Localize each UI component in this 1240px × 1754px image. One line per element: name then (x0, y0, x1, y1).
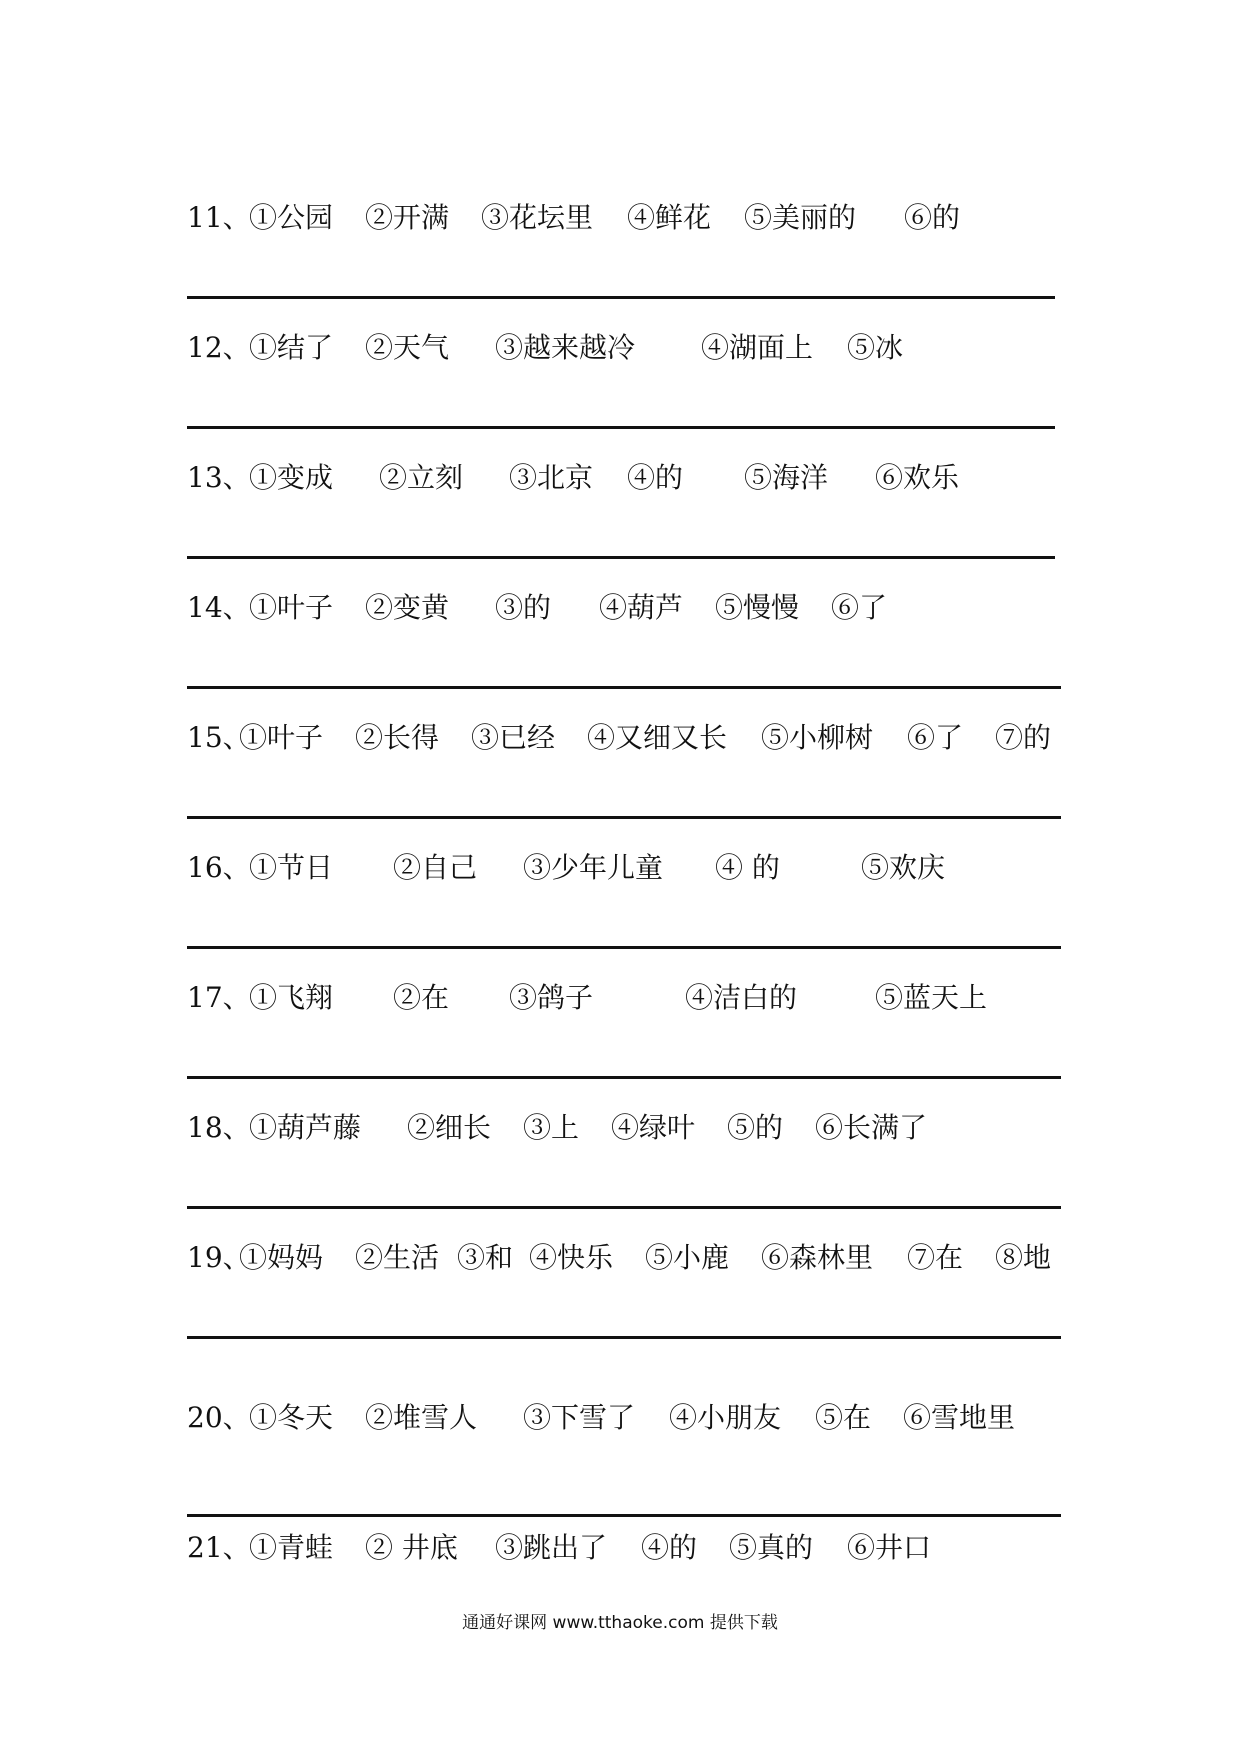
option: ③上 (523, 1111, 580, 1144)
option: ⑥了 (831, 591, 888, 624)
option: ⑥了 (907, 721, 964, 754)
option: ⑤小柳树 (761, 721, 874, 754)
option: ①变成 (249, 461, 334, 494)
option: ③少年儿童 (523, 851, 664, 884)
option: ④ 的 (715, 851, 780, 884)
option: ⑤海洋 (744, 461, 829, 494)
option: ④绿叶 (611, 1111, 696, 1144)
option: ④鲜花 (627, 201, 712, 234)
option: ⑤的 (727, 1111, 784, 1144)
question-number: 19、 (187, 1241, 251, 1274)
answer-line-11[interactable] (187, 296, 1055, 299)
option: ①节日 (249, 851, 334, 884)
option: ④又细又长 (587, 721, 728, 754)
option: ④小朋友 (669, 1401, 782, 1434)
answer-line-17[interactable] (187, 1076, 1061, 1079)
question-18 (187, 1108, 1067, 1148)
question-number: 16、 (187, 851, 251, 884)
answer-line-15[interactable] (187, 816, 1061, 819)
option: ①叶子 (249, 591, 334, 624)
option: ⑤慢慢 (715, 591, 800, 624)
option: ③已经 (471, 721, 556, 754)
option: ④湖面上 (701, 331, 814, 364)
option: ⑥井口 (847, 1531, 932, 1564)
option: ①葫芦藤 (249, 1111, 362, 1144)
option: ③鸽子 (509, 981, 594, 1014)
option: ①妈妈 (239, 1241, 324, 1274)
option: ② 井底 (365, 1531, 458, 1564)
option: ①青蛙 (249, 1531, 334, 1564)
option: ①结了 (249, 331, 334, 364)
option: ⑤真的 (729, 1531, 814, 1564)
answer-line-12[interactable] (187, 426, 1055, 429)
answer-line-13[interactable] (187, 556, 1055, 559)
option: ④快乐 (529, 1241, 614, 1274)
option: ⑥长满了 (815, 1111, 928, 1144)
option: ⑦在 (907, 1241, 964, 1274)
option: ③北京 (509, 461, 594, 494)
option: ⑤在 (815, 1401, 872, 1434)
question-21 (187, 1528, 1067, 1568)
option: ②在 (393, 981, 450, 1014)
option: ⑤冰 (847, 331, 904, 364)
answer-line-19[interactable] (187, 1336, 1061, 1339)
option: ②生活 (355, 1241, 440, 1274)
option: ①叶子 (239, 721, 324, 754)
question-19 (187, 1238, 1067, 1278)
option: ③花坛里 (481, 201, 594, 234)
question-11 (187, 198, 1067, 238)
option: ①公园 (249, 201, 334, 234)
option: ⑥雪地里 (903, 1401, 1016, 1434)
question-20 (187, 1398, 1067, 1438)
answer-line-18[interactable] (187, 1206, 1061, 1209)
option: ⑤小鹿 (645, 1241, 730, 1274)
question-number: 20、 (187, 1401, 251, 1434)
option: ⑤美丽的 (744, 201, 857, 234)
option: ②立刻 (379, 461, 464, 494)
option: ③越来越冷 (495, 331, 636, 364)
option: ②堆雪人 (365, 1401, 478, 1434)
option: ⑦的 (995, 721, 1052, 754)
option: ⑤蓝天上 (875, 981, 988, 1014)
footer-credit: 通通好课网 www.tthaoke.com 提供下载 (462, 1613, 778, 1633)
option: ②自己 (393, 851, 478, 884)
question-number: 17、 (187, 981, 251, 1014)
option: ②开满 (365, 201, 450, 234)
question-12 (187, 328, 1067, 368)
option: ④洁白的 (685, 981, 798, 1014)
option: ②变黄 (365, 591, 450, 624)
question-15 (187, 718, 1067, 758)
option: ③跳出了 (495, 1531, 608, 1564)
option: ④的 (627, 461, 684, 494)
question-number: 21、 (187, 1531, 251, 1564)
option: ⑥森林里 (761, 1241, 874, 1274)
option: ③和 (457, 1241, 514, 1274)
option: ②天气 (365, 331, 450, 364)
question-number: 18、 (187, 1111, 251, 1144)
question-number: 14、 (187, 591, 251, 624)
question-17 (187, 978, 1067, 1018)
question-14 (187, 588, 1067, 628)
answer-line-20[interactable] (187, 1514, 1061, 1517)
answer-line-14[interactable] (187, 686, 1061, 689)
question-number: 13、 (187, 461, 251, 494)
option: ⑤欢庆 (861, 851, 946, 884)
answer-line-16[interactable] (187, 946, 1061, 949)
option: ④葫芦 (599, 591, 684, 624)
option: ④的 (641, 1531, 698, 1564)
option: ②细长 (407, 1111, 492, 1144)
option: ①飞翔 (249, 981, 334, 1014)
option: ⑥的 (904, 201, 961, 234)
question-16 (187, 848, 1067, 888)
question-number: 15、 (187, 721, 251, 754)
option: ③下雪了 (523, 1401, 636, 1434)
option: ③的 (495, 591, 552, 624)
question-13 (187, 458, 1067, 498)
option: ⑧地 (995, 1241, 1052, 1274)
question-number: 12、 (187, 331, 251, 364)
question-number: 11、 (187, 201, 251, 234)
option: ⑥欢乐 (875, 461, 960, 494)
option: ①冬天 (249, 1401, 334, 1434)
option: ②长得 (355, 721, 440, 754)
